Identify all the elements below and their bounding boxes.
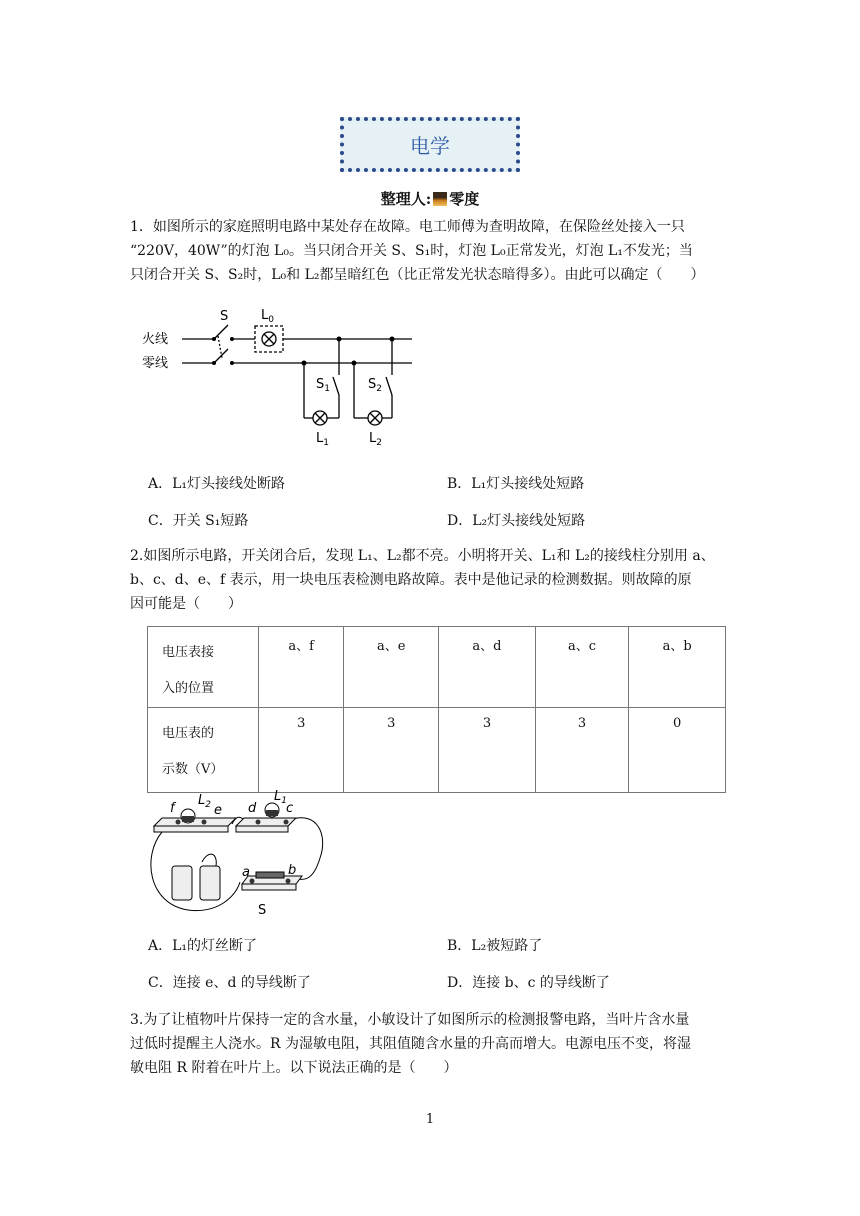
q2-option-a[interactable]: A．L₁的灯丝断了	[148, 938, 258, 954]
q1-line-1: 1．如图所示的家庭照明电路中某处存在故障。电工师傅为查明故障，在保险丝处接入一只	[130, 219, 685, 235]
table-header-cell: 电压表的 示数（V）	[148, 708, 259, 793]
table-cell: a、f	[259, 627, 344, 708]
page-number: 1	[425, 1112, 435, 1127]
switch-s2-label: $S_2$	[368, 377, 382, 394]
bulb-l2-label: $L_2$	[369, 431, 382, 448]
bulb-l1-label: $L_1$	[316, 431, 329, 448]
terminal-a-label: a	[242, 865, 250, 880]
q1-option-b[interactable]: B．L₁灯头接线处短路	[447, 476, 585, 492]
terminal-d-label: d	[248, 801, 257, 816]
q3-line-2: 过低时提醒主人浇水。R 为湿敏电阻，其阻值随含水量的升高而增大。电源电压不变，将湿	[130, 1036, 691, 1052]
bulb-l0-label: $L_0$	[261, 308, 274, 325]
author-line	[0, 188, 860, 209]
table-row	[148, 708, 726, 793]
voltmeter-data-table	[147, 626, 726, 793]
switch-s-label: S	[258, 903, 267, 918]
q1-line-3: 只闭合开关 S、S₂时，L₀和 L₂都呈暗红色（比正常发光状态暗得多）。由此可以确定（ ）	[130, 267, 705, 283]
terminal-c-label: c	[286, 801, 294, 816]
question-2	[130, 544, 730, 616]
page-title: 电学	[410, 134, 450, 158]
table-cell: 3	[535, 708, 628, 793]
table-cell: 3	[344, 708, 439, 793]
question-1	[130, 215, 730, 287]
table-cell: a、e	[344, 627, 439, 708]
q1-circuit-diagram	[140, 300, 430, 450]
terminal-f-label: f	[170, 801, 175, 816]
author-name: 零度	[449, 190, 480, 208]
table-cell: 3	[439, 708, 536, 793]
table-cell: a、d	[439, 627, 536, 708]
switch-s1-label: $S_1$	[316, 377, 330, 394]
q2-line-3: 因可能是（ ）	[130, 596, 242, 612]
neutral-wire-label: 零线	[142, 356, 169, 371]
q2-option-d[interactable]: D．连接 b、c 的导线断了	[447, 975, 610, 991]
q3-line-1: 3.为了让植物叶片保持一定的含水量，小敏设计了如图所示的检测报警电路，当叶片含水量	[130, 1012, 690, 1028]
table-header-cell: 电压表接 入的位置	[148, 627, 259, 708]
live-wire-label: 火线	[142, 332, 169, 347]
table-cell: a、c	[535, 627, 628, 708]
author-label: 整理人:	[380, 190, 432, 208]
question-3	[130, 1008, 730, 1080]
q1-option-c[interactable]: C．开关 S₁短路	[148, 513, 249, 529]
q2-option-c[interactable]: C．连接 e、d 的导线断了	[148, 975, 311, 991]
table-row	[148, 627, 726, 708]
switch-s-label: S	[220, 309, 229, 324]
q2-line-2: b、c、d、e、f 表示，用一块电压表检测电路故障。表中是他记录的检测数据。则故障的原	[130, 572, 692, 588]
q2-option-b[interactable]: B．L₂被短路了	[447, 938, 543, 954]
q3-line-3: 敏电阻 R 附着在叶片上。以下说法正确的是（ ）	[130, 1060, 458, 1076]
q1-line-2: “220V，40W”的灯泡 L₀。当只闭合开关 S、S₁时，灯泡 L₀正常发光，灯泡 L₁不发光；当	[130, 243, 693, 259]
table-cell: a、b	[629, 627, 726, 708]
table-cell: 3	[259, 708, 344, 793]
table-cell: 0	[629, 708, 726, 793]
sunset-icon	[433, 192, 447, 206]
bulb-l1-label: $L_1$	[274, 789, 287, 806]
q2-line-1: 2.如图所示电路，开关闭合后，发现 L₁、L₂都不亮。小明将开关、L₁和 L₂的接线柱分别用 a、	[130, 548, 715, 564]
title-box	[340, 117, 520, 172]
q2-physical-circuit-diagram	[148, 786, 338, 922]
q1-option-d[interactable]: D．L₂灯头接线处短路	[447, 513, 586, 529]
terminal-e-label: e	[214, 803, 222, 818]
terminal-b-label: b	[288, 863, 297, 878]
bulb-l2-label: $L_2$	[198, 793, 211, 810]
q1-option-a[interactable]: A．L₁灯头接线处断路	[148, 476, 286, 492]
